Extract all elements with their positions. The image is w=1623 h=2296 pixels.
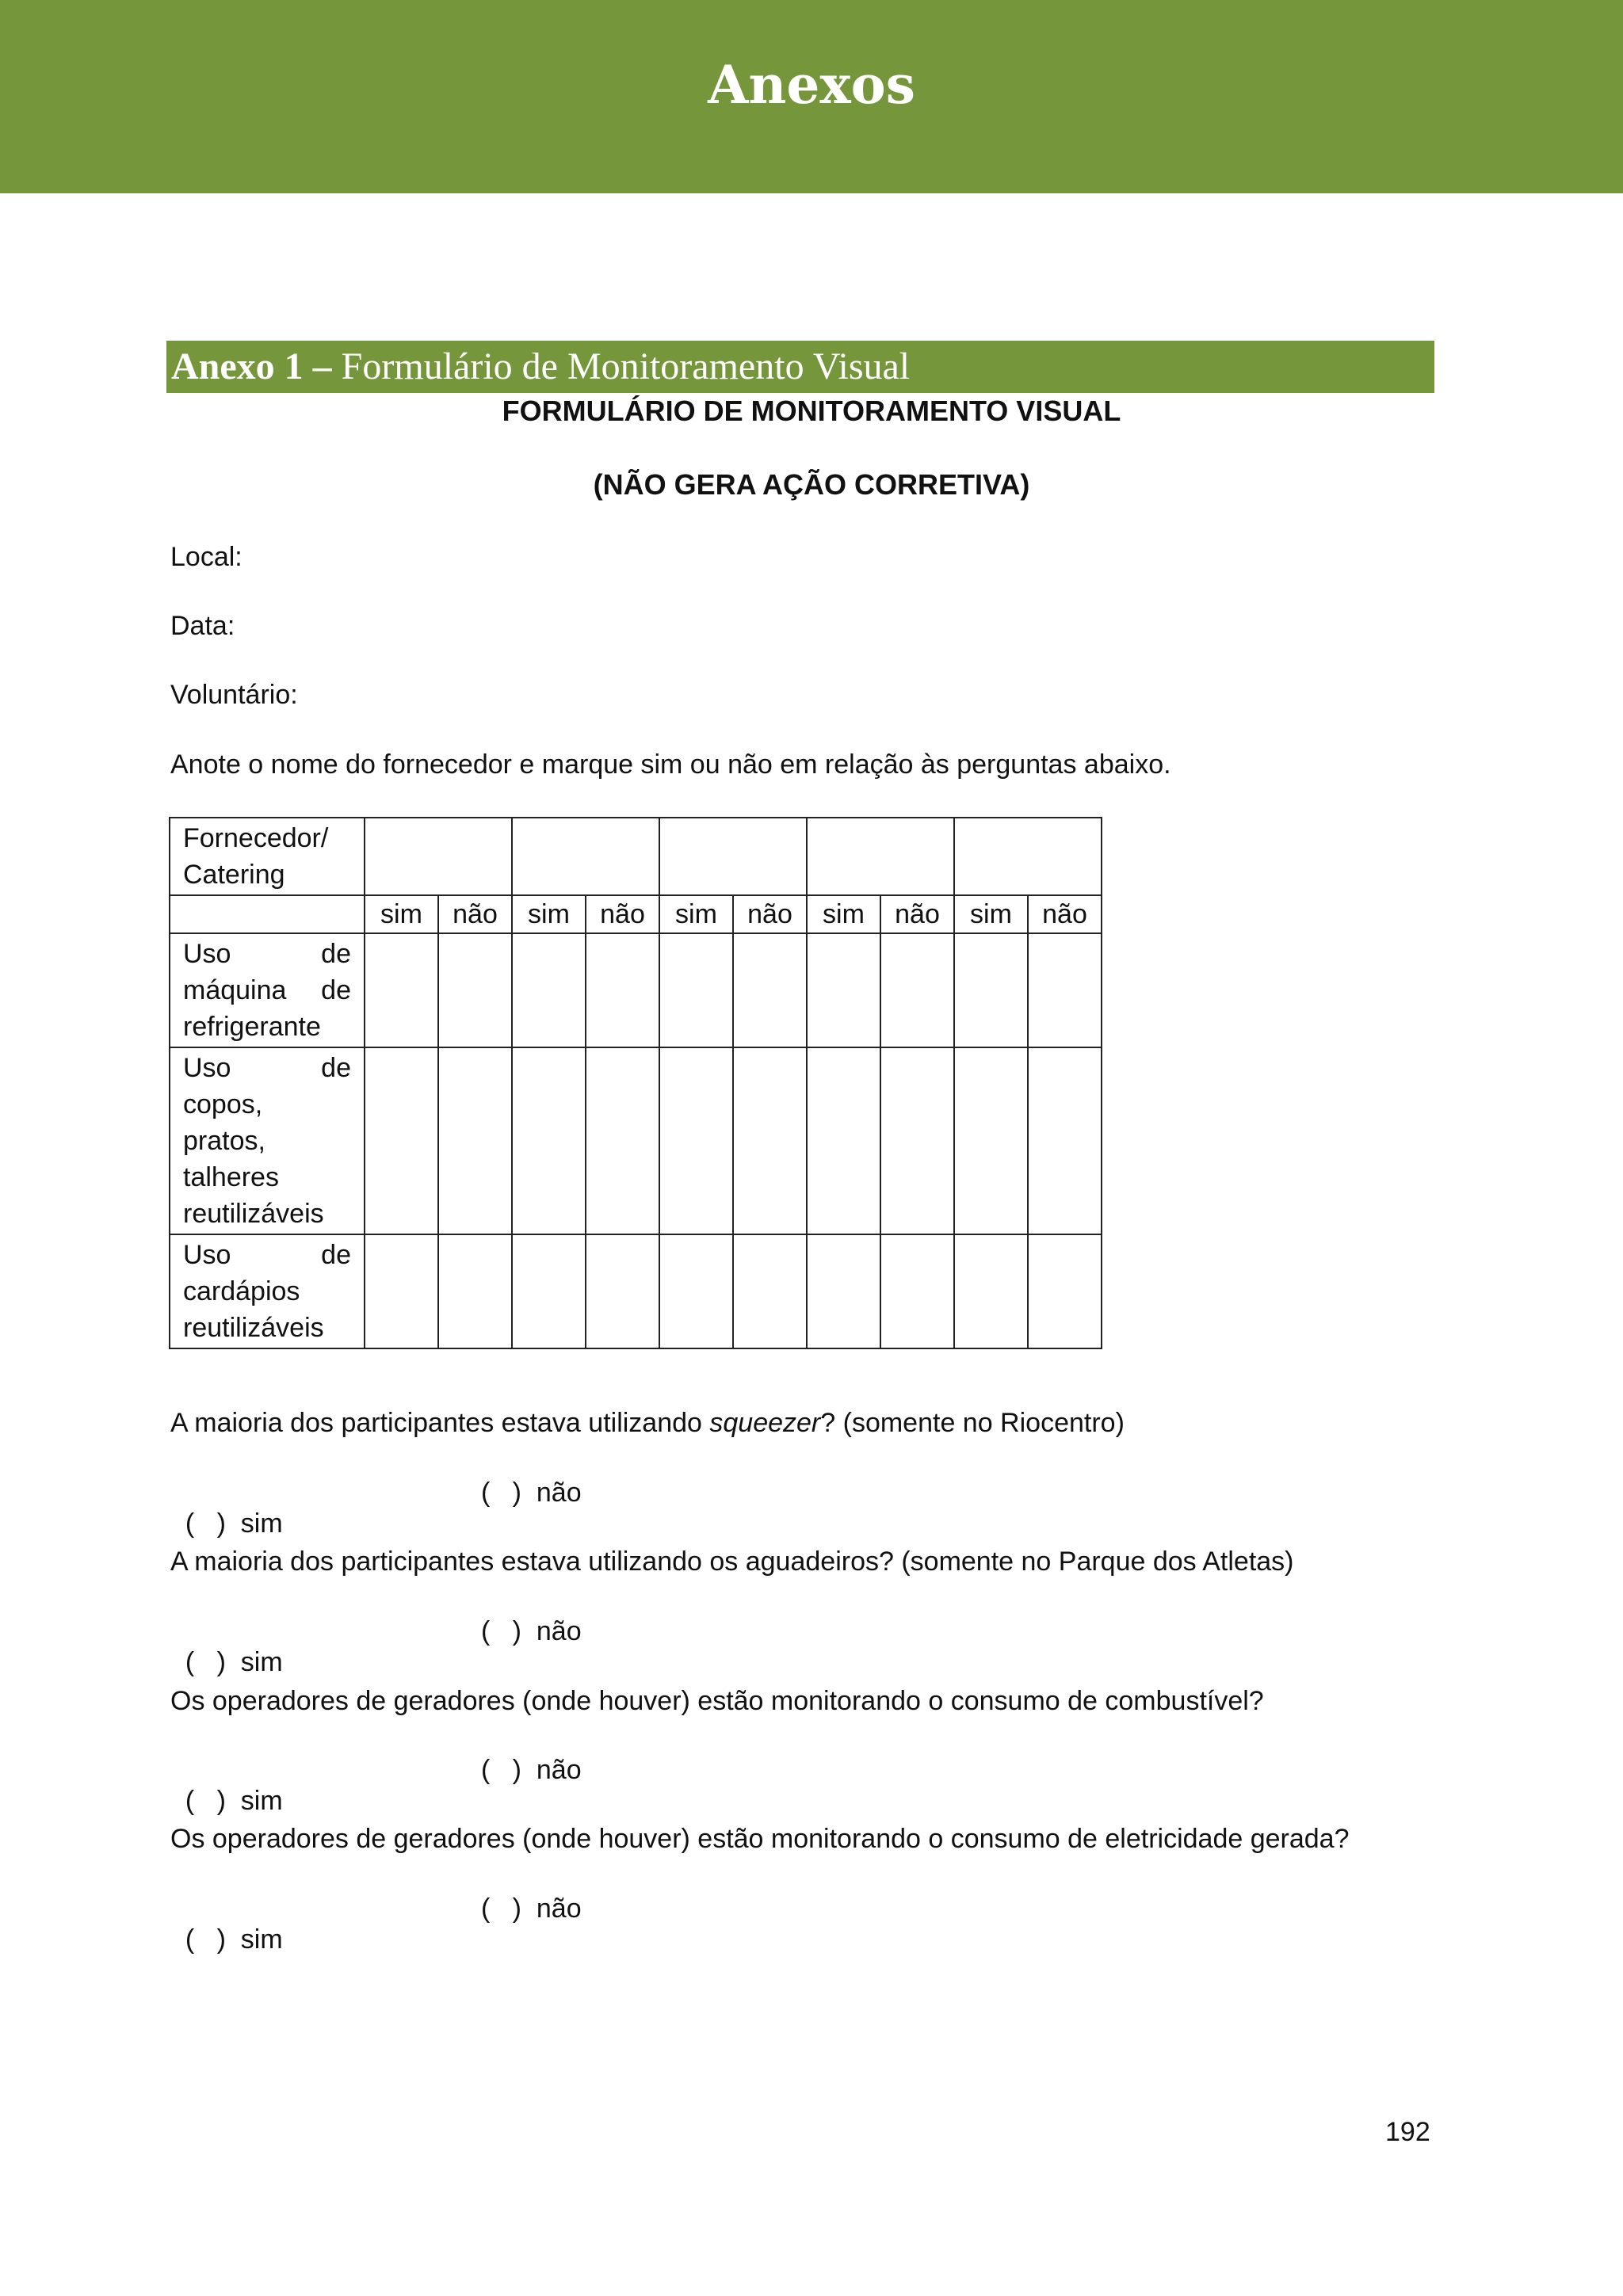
annex-heading <box>166 341 1434 393</box>
table-row <box>170 1047 1102 1234</box>
supplier-header-line2: Catering <box>183 860 285 890</box>
supplier-name-cell[interactable] <box>807 818 954 895</box>
label-word: de <box>321 939 351 969</box>
label-line: pratos, <box>183 1126 265 1156</box>
yes-header: sim <box>659 895 733 933</box>
yes-checkbox-cell[interactable] <box>365 1234 438 1348</box>
no-option[interactable]: ( ) não <box>481 1755 582 1785</box>
yes-option[interactable]: ( ) sim <box>185 1786 283 1816</box>
page-number: 192 <box>1385 2117 1430 2147</box>
no-checkbox-cell[interactable] <box>733 933 807 1047</box>
yes-header: sim <box>512 895 586 933</box>
no-header: não <box>1028 895 1102 933</box>
answer-options <box>170 1894 582 1986</box>
no-checkbox-cell[interactable] <box>586 1234 659 1348</box>
label-line <box>183 1237 351 1273</box>
label-line: refrigerante <box>183 1012 321 1042</box>
yes-checkbox-cell[interactable] <box>365 933 438 1047</box>
label-line: copos, <box>183 1089 263 1119</box>
question-text: ? (somente no Riocentro) <box>820 1408 1125 1438</box>
label-line: reutilizáveis <box>183 1199 324 1229</box>
yes-checkbox-cell[interactable] <box>954 1234 1028 1348</box>
yes-checkbox-cell[interactable] <box>807 1047 880 1234</box>
yes-checkbox-cell[interactable] <box>659 1234 733 1348</box>
label-word: máquina <box>183 975 287 1005</box>
annex-title: Formulário de Monitoramento Visual <box>341 345 911 387</box>
yes-header: sim <box>954 895 1028 933</box>
yes-header: sim <box>365 895 438 933</box>
annex-number: Anexo 1 – <box>171 345 332 387</box>
no-option[interactable]: ( ) não <box>481 1894 582 1924</box>
no-checkbox-cell[interactable] <box>586 933 659 1047</box>
supplier-name-cell[interactable] <box>659 818 807 895</box>
label-line: talheres <box>183 1162 279 1192</box>
no-header: não <box>586 895 659 933</box>
volunteer-label: Voluntário: <box>170 680 298 710</box>
form-subtitle: (NÃO GERA AÇÃO CORRETIVA) <box>593 468 1030 501</box>
yes-option[interactable]: ( ) sim <box>185 1508 283 1539</box>
form-title: FORMULÁRIO DE MONITORAMENTO VISUAL <box>502 395 1121 427</box>
question-electricity-consumption: Os operadores de geradores (onde houver) estão monitorando o consumo de eletricidade gerada? <box>170 1824 1350 1854</box>
no-option[interactable]: ( ) não <box>481 1616 582 1646</box>
question-water-stations: A maioria dos participantes estava utilizando os aguadeiros? (somente no Parque dos Atletas) <box>170 1547 1294 1577</box>
label-line: cardápios <box>183 1276 300 1306</box>
supplier-name-cell[interactable] <box>365 818 512 895</box>
no-checkbox-cell[interactable] <box>438 1234 512 1348</box>
question-text: A maioria dos participantes estava utilizando <box>170 1408 710 1438</box>
question-reusable-menus <box>170 1234 365 1348</box>
date-label: Data: <box>170 611 235 641</box>
monitoring-table <box>169 817 1102 1349</box>
yes-option[interactable]: ( ) sim <box>185 1924 283 1955</box>
no-header: não <box>733 895 807 933</box>
yes-checkbox-cell[interactable] <box>954 1047 1028 1234</box>
question-fuel-consumption: Os operadores de geradores (onde houver) estão monitorando o consumo de combustível? <box>170 1686 1264 1716</box>
yes-checkbox-cell[interactable] <box>659 933 733 1047</box>
yes-checkbox-cell[interactable] <box>659 1047 733 1234</box>
no-checkbox-cell[interactable] <box>733 1047 807 1234</box>
label-word: Uso <box>183 939 231 969</box>
no-checkbox-cell[interactable] <box>1028 1234 1102 1348</box>
no-header: não <box>880 895 954 933</box>
label-word: Uso <box>183 1053 231 1083</box>
supplier-header-line1: Fornecedor/ <box>183 823 329 853</box>
yes-checkbox-cell[interactable] <box>512 933 586 1047</box>
instruction-text: Anote o nome do fornecedor e marque sim ou não em relação às perguntas abaixo. <box>170 749 1171 780</box>
yes-option[interactable]: ( ) sim <box>185 1647 283 1677</box>
label-line <box>183 1050 351 1086</box>
no-checkbox-cell[interactable] <box>880 1234 954 1348</box>
no-checkbox-cell[interactable] <box>880 1047 954 1234</box>
yes-checkbox-cell[interactable] <box>365 1047 438 1234</box>
no-checkbox-cell[interactable] <box>1028 933 1102 1047</box>
yes-header: sim <box>807 895 880 933</box>
label-word: de <box>321 975 351 1005</box>
yes-checkbox-cell[interactable] <box>807 1234 880 1348</box>
no-checkbox-cell[interactable] <box>733 1234 807 1348</box>
empty-cell <box>170 895 365 933</box>
table-row <box>170 933 1102 1047</box>
local-label: Local: <box>170 542 242 572</box>
supplier-header-cell <box>170 818 365 895</box>
question-soda-machine <box>170 933 365 1047</box>
label-word: de <box>321 1053 351 1083</box>
no-checkbox-cell[interactable] <box>438 1047 512 1234</box>
yes-checkbox-cell[interactable] <box>807 933 880 1047</box>
label-line <box>183 936 351 972</box>
question-italic-term: squeezer <box>709 1408 821 1438</box>
no-checkbox-cell[interactable] <box>586 1047 659 1234</box>
no-header: não <box>438 895 512 933</box>
yes-checkbox-cell[interactable] <box>512 1047 586 1234</box>
label-word: Uso <box>183 1240 231 1270</box>
no-checkbox-cell[interactable] <box>438 933 512 1047</box>
yes-no-header-row <box>170 895 1102 933</box>
label-line: reutilizáveis <box>183 1313 324 1343</box>
no-checkbox-cell[interactable] <box>1028 1047 1102 1234</box>
header-band <box>0 0 1623 193</box>
no-option[interactable]: ( ) não <box>481 1478 582 1508</box>
no-checkbox-cell[interactable] <box>880 933 954 1047</box>
label-line <box>183 972 351 1009</box>
supplier-row <box>170 818 1102 895</box>
question-squeezer <box>170 1408 1125 1439</box>
yes-checkbox-cell[interactable] <box>954 933 1028 1047</box>
supplier-name-cell[interactable] <box>954 818 1102 895</box>
yes-checkbox-cell[interactable] <box>512 1234 586 1348</box>
question-reusable-tableware <box>170 1047 365 1234</box>
label-word: de <box>321 1240 351 1270</box>
supplier-name-cell[interactable] <box>512 818 659 895</box>
page-title: Anexos <box>708 54 915 116</box>
table-row <box>170 1234 1102 1348</box>
